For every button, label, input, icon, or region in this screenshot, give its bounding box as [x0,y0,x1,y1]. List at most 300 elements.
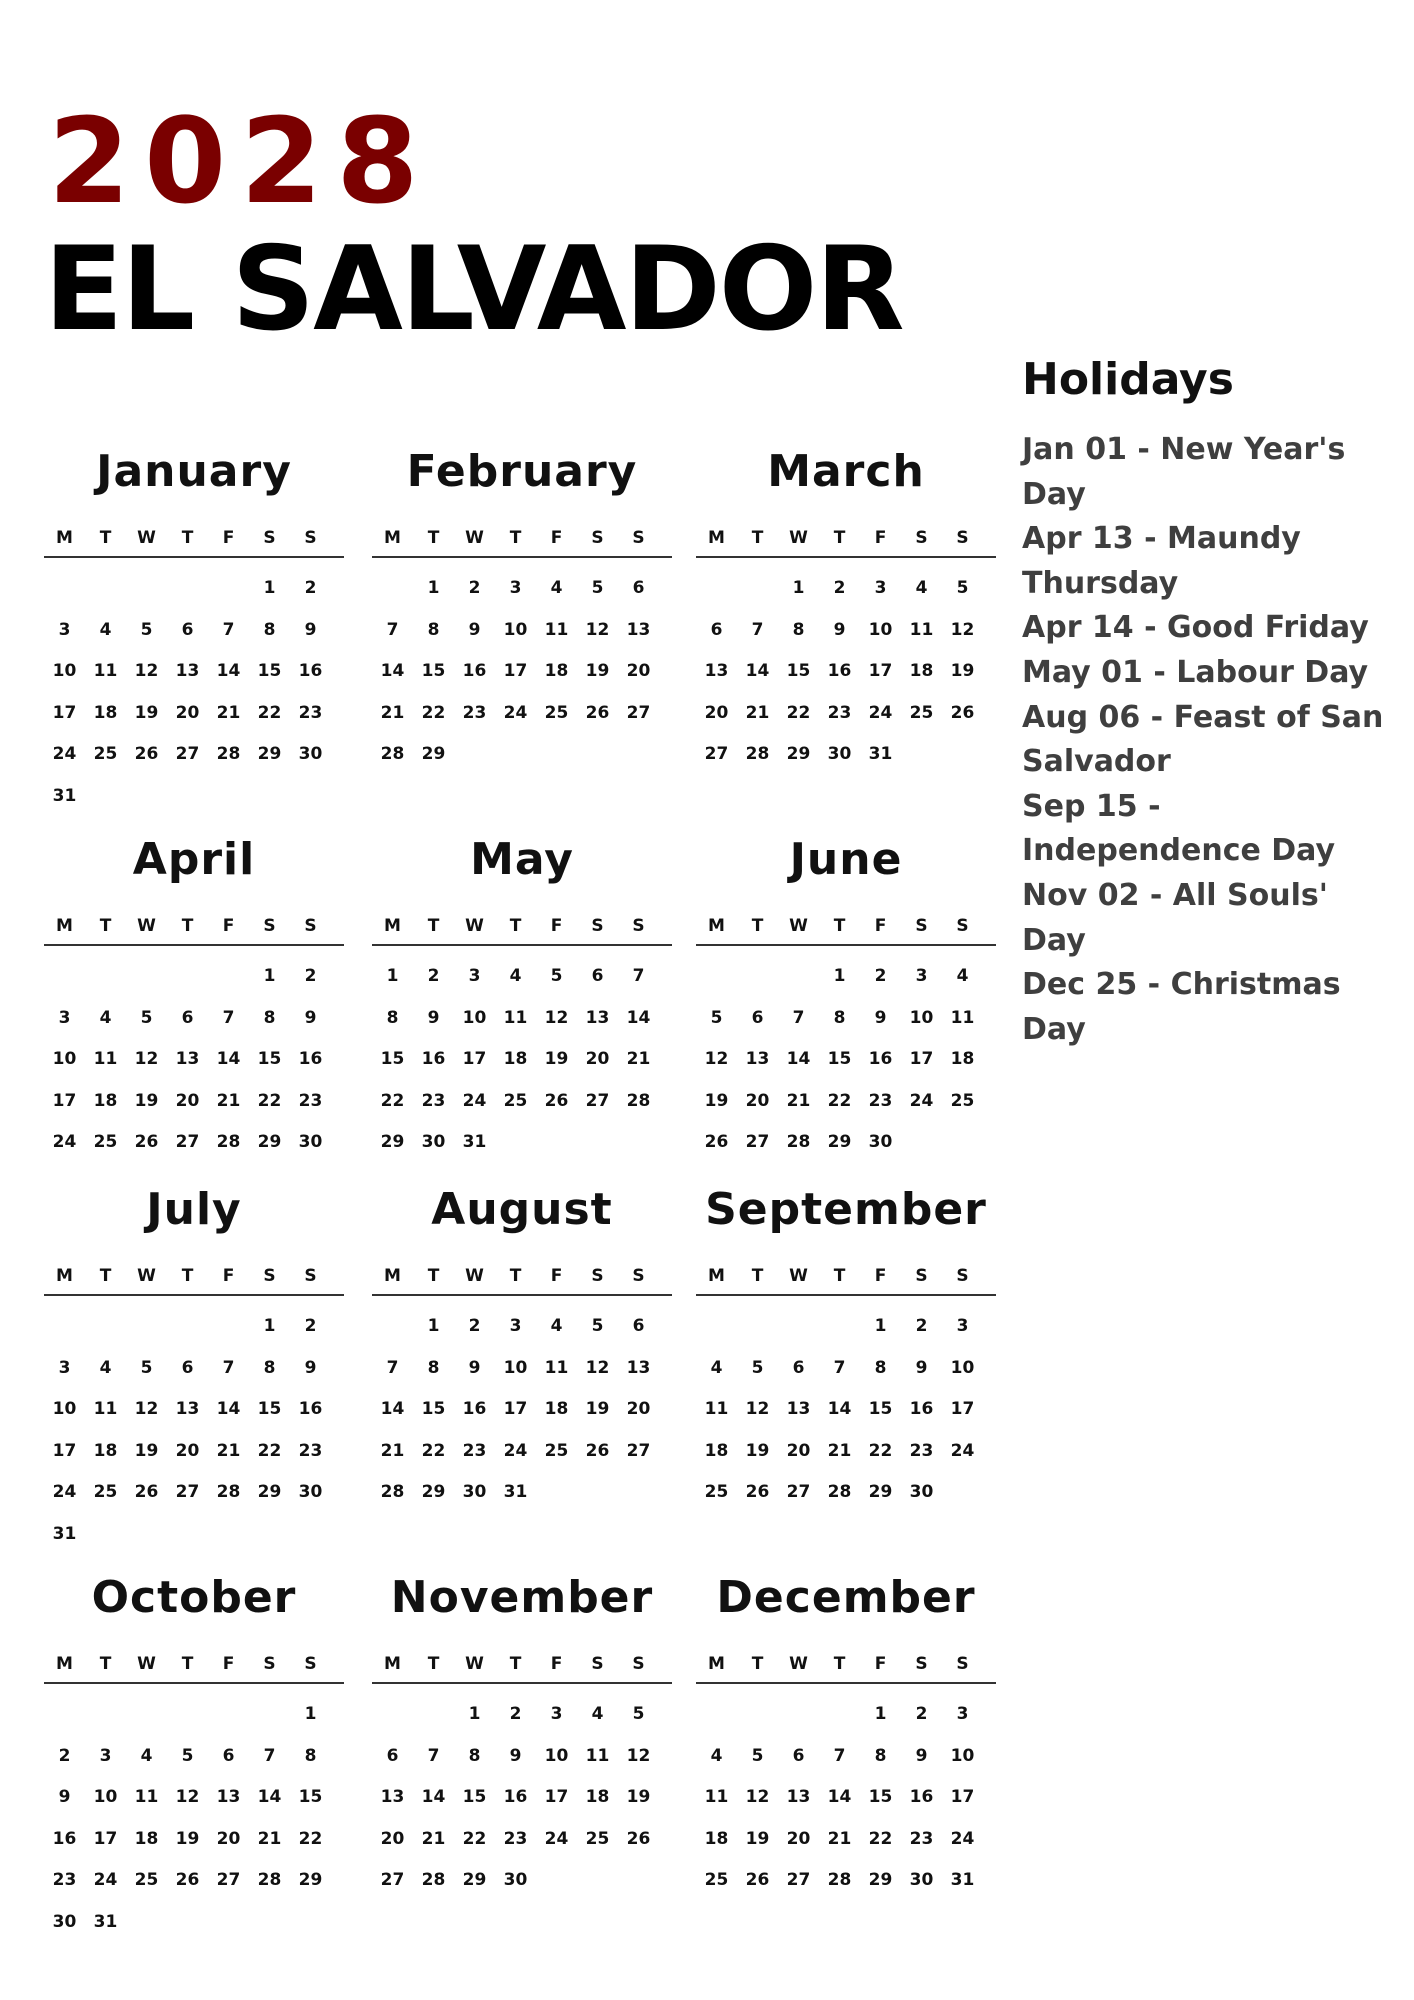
day-cell: 30 [52,1911,77,1932]
day-cell: 21 [827,1440,852,1461]
month-may [372,834,672,1164]
day-cell: 7 [792,1007,805,1028]
day-cell: 23 [298,702,323,723]
day-cell: 28 [380,1482,405,1502]
day-cell: 1 [263,1316,276,1336]
weekday-header [696,1266,996,1296]
month-name: May [470,834,574,885]
day-cell: 27 [626,1440,651,1461]
day-cell: 8 [263,1357,276,1378]
weekday-label: F [222,528,235,548]
day-cell: 2 [304,578,317,598]
weekday-label: T [751,1266,764,1286]
holidays-panel [1022,354,1402,1052]
day-cell: 8 [263,619,276,640]
day-cell: 10 [52,1399,77,1419]
month-name: January [96,446,292,497]
day-cell: 3 [550,1704,563,1724]
day-cell: 31 [950,1870,975,1890]
day-cell: 23 [827,702,852,723]
weekday-label: W [465,1266,484,1286]
day-cell: 29 [421,1482,446,1502]
weekday-label: F [550,1266,563,1286]
day-cell: 22 [298,1828,323,1849]
weekday-header [696,528,996,558]
holiday-item: Jan 01 - New Year's Day [1022,432,1346,512]
day-cell: 26 [134,1482,159,1502]
day-cell: 1 [263,578,276,598]
day-cell: 26 [175,1870,200,1890]
day-cell: 13 [175,1049,200,1069]
day-cell: 17 [544,1787,569,1807]
day-cell: 4 [509,966,522,986]
weekday-label: T [509,1266,522,1286]
day-cell: 4 [710,1745,723,1766]
month-name: March [767,446,925,497]
day-cell: 15 [827,1049,852,1069]
day-cell: 14 [216,661,241,681]
weekday-label: S [915,1654,928,1674]
day-cell: 21 [380,702,405,723]
day-cell: 9 [915,1745,928,1766]
weekday-header [696,1654,996,1684]
day-cell: 23 [909,1828,934,1849]
weekday-label: M [384,1654,401,1674]
day-cell: 16 [909,1399,934,1419]
day-cell: 29 [298,1870,323,1890]
month-name: June [789,834,903,885]
weekday-label: S [956,1654,969,1674]
day-cell: 4 [956,966,969,986]
day-cell: 17 [503,1399,528,1419]
day-cell: 4 [591,1704,604,1724]
weekday-label: T [833,528,846,548]
day-cell: 14 [380,661,405,681]
day-grid [44,956,344,1164]
month-june [696,834,996,1164]
day-cell: 5 [550,966,563,986]
day-cell: 22 [257,1440,282,1461]
day-cell: 29 [827,1132,852,1152]
weekday-label: T [427,916,440,936]
day-cell: 1 [304,1704,317,1724]
day-cell: 23 [52,1870,77,1890]
day-cell: 8 [386,1007,399,1028]
weekday-label: T [509,1654,522,1674]
day-cell: 8 [427,1357,440,1378]
holidays-title: Holidays [1022,354,1234,405]
day-cell: 13 [216,1787,241,1807]
day-cell: 22 [868,1440,893,1461]
weekday-label: M [56,528,73,548]
day-cell: 25 [950,1090,975,1111]
day-cell: 6 [222,1745,235,1766]
day-cell: 13 [380,1787,405,1807]
day-cell: 3 [956,1704,969,1724]
day-cell: 28 [216,1132,241,1152]
day-cell: 11 [544,1357,569,1378]
day-cell: 4 [550,1316,563,1336]
day-cell: 6 [632,578,645,598]
day-cell: 2 [874,966,887,986]
day-cell: 29 [462,1870,487,1890]
day-cell: 19 [745,1828,770,1849]
day-cell: 30 [298,1482,323,1502]
day-cell: 4 [140,1745,153,1766]
day-cell: 27 [786,1482,811,1502]
day-cell: 19 [950,661,975,681]
day-cell: 2 [915,1704,928,1724]
weekday-label: W [789,1266,808,1286]
weekday-label: S [632,1266,645,1286]
weekday-label: F [222,1654,235,1674]
day-cell: 15 [421,1399,446,1419]
day-cell: 21 [745,702,770,723]
weekday-label: F [874,528,887,548]
weekday-label: W [465,1654,484,1674]
day-cell: 17 [462,1049,487,1069]
day-cell: 6 [632,1316,645,1336]
day-cell: 28 [786,1132,811,1152]
day-cell: 23 [909,1440,934,1461]
day-cell: 10 [503,1357,528,1378]
day-cell: 2 [468,578,481,598]
weekday-label: T [833,1654,846,1674]
day-cell: 1 [792,578,805,598]
day-cell: 24 [950,1828,975,1849]
day-cell: 23 [298,1090,323,1111]
day-cell: 13 [626,1357,651,1378]
weekday-label: F [874,1654,887,1674]
weekday-header [44,1266,344,1296]
day-cell: 1 [874,1316,887,1336]
day-cell: 8 [263,1007,276,1028]
day-cell: 3 [915,966,928,986]
day-cell: 1 [427,1316,440,1336]
day-cell: 1 [427,578,440,598]
day-cell: 20 [745,1090,770,1111]
day-cell: 15 [257,1399,282,1419]
day-cell: 2 [915,1316,928,1336]
day-cell: 29 [786,744,811,764]
day-cell: 30 [298,1132,323,1152]
weekday-label: F [222,916,235,936]
holiday-item: Nov 02 - All Souls' Day [1022,877,1328,958]
country-title: EL SALVADOR [44,222,903,357]
day-cell: 24 [52,744,77,764]
weekday-label: T [427,1266,440,1286]
day-cell: 18 [950,1049,975,1069]
month-name: February [406,446,638,497]
day-cell: 25 [134,1870,159,1890]
weekday-label: T [751,1654,764,1674]
weekday-label: S [632,1654,645,1674]
day-cell: 15 [868,1399,893,1419]
day-cell: 15 [257,1049,282,1069]
day-cell: 15 [786,661,811,681]
day-cell: 18 [704,1828,729,1849]
day-cell: 20 [786,1828,811,1849]
day-cell: 9 [58,1787,71,1807]
day-cell: 1 [874,1704,887,1724]
weekday-header [44,528,344,558]
day-cell: 22 [421,1440,446,1461]
day-cell: 22 [462,1828,487,1849]
weekday-header [372,528,672,558]
month-name: April [132,834,256,885]
day-cell: 15 [462,1787,487,1807]
day-cell: 2 [468,1316,481,1336]
weekday-label: S [956,528,969,548]
weekday-label: M [56,916,73,936]
day-cell: 30 [503,1870,528,1890]
month-name: October [91,1572,297,1623]
day-cell: 21 [216,702,241,723]
day-grid [44,568,344,817]
weekday-label: S [956,916,969,936]
weekday-label: W [137,528,156,548]
day-cell: 17 [52,1440,77,1461]
day-cell: 13 [175,1399,200,1419]
weekday-label: T [99,1266,112,1286]
day-cell: 7 [833,1357,846,1378]
day-cell: 22 [257,1090,282,1111]
day-cell: 28 [626,1090,651,1111]
day-cell: 11 [704,1399,729,1419]
weekday-label: T [427,528,440,548]
day-cell: 10 [909,1007,934,1028]
day-cell: 13 [786,1399,811,1419]
weekday-label: S [304,528,317,548]
day-cell: 19 [544,1049,569,1069]
day-cell: 3 [99,1745,112,1766]
day-cell: 27 [175,744,200,764]
month-name: December [716,1572,976,1623]
day-cell: 27 [585,1090,610,1111]
day-cell: 21 [421,1828,446,1849]
day-cell: 16 [298,661,323,681]
day-cell: 11 [134,1787,159,1807]
weekday-label: S [263,916,276,936]
day-cell: 19 [175,1828,200,1849]
day-cell: 29 [380,1132,405,1152]
day-cell: 20 [626,1399,651,1419]
day-cell: 29 [257,1132,282,1152]
day-cell: 18 [93,1090,118,1111]
day-cell: 22 [868,1828,893,1849]
holiday-item: Apr 13 - Maundy Thursday [1022,521,1301,601]
day-cell: 16 [298,1049,323,1069]
day-cell: 6 [181,619,194,640]
day-cell: 8 [304,1745,317,1766]
day-cell: 26 [544,1090,569,1111]
day-cell: 15 [380,1049,405,1069]
day-cell: 17 [950,1787,975,1807]
day-cell: 20 [380,1828,405,1849]
year-title: 2028 [48,92,433,230]
day-cell: 27 [704,744,729,764]
weekday-header [44,916,344,946]
day-cell: 20 [704,702,729,723]
day-cell: 12 [950,619,975,640]
month-november [372,1572,672,1902]
day-cell: 16 [462,1399,487,1419]
day-cell: 11 [503,1007,528,1028]
day-cell: 7 [386,619,399,640]
weekday-label: S [915,528,928,548]
day-cell: 17 [950,1399,975,1419]
day-grid [696,1306,996,1514]
day-cell: 25 [704,1870,729,1890]
day-cell: 12 [585,1357,610,1378]
day-cell: 21 [380,1440,405,1461]
day-cell: 28 [421,1870,446,1890]
day-cell: 19 [585,661,610,681]
day-grid [372,568,672,776]
weekday-label: T [751,528,764,548]
weekday-label: S [304,1654,317,1674]
day-cell: 23 [298,1440,323,1461]
weekday-label: M [384,528,401,548]
holiday-item: Sep 15 - Independence Day [1022,788,1336,869]
weekday-label: T [181,1266,194,1286]
day-cell: 31 [93,1911,118,1932]
day-cell: 20 [626,661,651,681]
weekday-label: S [632,916,645,936]
day-cell: 14 [380,1399,405,1419]
day-cell: 9 [427,1007,440,1028]
day-cell: 3 [58,1357,71,1378]
day-cell: 18 [909,661,934,681]
day-cell: 6 [710,619,723,640]
day-cell: 26 [585,1440,610,1461]
day-cell: 5 [140,619,153,640]
weekday-label: S [263,1266,276,1286]
day-cell: 12 [626,1745,651,1766]
day-cell: 18 [544,1399,569,1419]
day-cell: 6 [751,1007,764,1028]
day-cell: 16 [462,661,487,681]
day-cell: 9 [915,1357,928,1378]
weekday-label: M [708,528,725,548]
day-cell: 26 [950,702,975,723]
weekday-label: M [708,916,725,936]
weekday-header [696,916,996,946]
day-cell: 12 [745,1399,770,1419]
day-cell: 6 [181,1007,194,1028]
day-cell: 18 [544,661,569,681]
day-cell: 13 [786,1787,811,1807]
day-cell: 27 [175,1482,200,1502]
day-cell: 18 [134,1828,159,1849]
weekday-label: M [384,916,401,936]
day-cell: 1 [468,1704,481,1724]
day-cell: 10 [950,1745,975,1766]
weekday-label: M [708,1654,725,1674]
day-cell: 15 [868,1787,893,1807]
day-cell: 31 [462,1132,487,1152]
day-cell: 14 [257,1787,282,1807]
weekday-label: S [591,528,604,548]
day-cell: 28 [827,1870,852,1890]
day-cell: 4 [710,1357,723,1378]
day-cell: 5 [591,578,604,598]
day-grid [372,956,672,1164]
day-cell: 6 [792,1745,805,1766]
day-cell: 8 [874,1745,887,1766]
day-cell: 30 [298,744,323,764]
day-cell: 7 [632,966,645,986]
day-cell: 13 [704,661,729,681]
day-cell: 21 [827,1828,852,1849]
day-cell: 14 [827,1787,852,1807]
day-cell: 14 [626,1007,651,1028]
day-cell: 19 [134,1440,159,1461]
day-cell: 7 [751,619,764,640]
day-cell: 3 [509,1316,522,1336]
day-cell: 14 [827,1399,852,1419]
day-cell: 30 [909,1870,934,1890]
day-cell: 27 [786,1870,811,1890]
day-cell: 20 [175,1440,200,1461]
weekday-header [44,1654,344,1684]
day-cell: 17 [868,661,893,681]
day-cell: 29 [257,744,282,764]
day-cell: 9 [468,619,481,640]
day-cell: 13 [585,1007,610,1028]
weekday-label: S [591,1266,604,1286]
weekday-label: W [789,1654,808,1674]
day-cell: 16 [827,661,852,681]
day-cell: 4 [915,578,928,598]
weekday-label: W [137,1654,156,1674]
day-cell: 30 [868,1132,893,1152]
month-july [44,1184,344,1555]
month-name: July [146,1184,242,1235]
day-cell: 12 [745,1787,770,1807]
day-cell: 14 [216,1049,241,1069]
day-cell: 7 [263,1745,276,1766]
holiday-item: May 01 - Labour Day [1022,654,1369,690]
weekday-label: W [137,916,156,936]
month-april [44,834,344,1164]
day-cell: 28 [216,1482,241,1502]
day-cell: 19 [134,702,159,723]
day-cell: 21 [257,1828,282,1849]
day-cell: 6 [591,966,604,986]
day-cell: 15 [421,661,446,681]
day-cell: 28 [827,1482,852,1502]
weekday-label: S [632,528,645,548]
weekday-label: T [99,1654,112,1674]
day-cell: 25 [503,1090,528,1111]
month-january [44,446,344,817]
day-cell: 5 [140,1357,153,1378]
day-cell: 9 [833,619,846,640]
day-cell: 25 [585,1828,610,1849]
month-name: September [705,1184,987,1235]
day-cell: 10 [462,1007,487,1028]
day-cell: 7 [222,1007,235,1028]
weekday-label: W [465,916,484,936]
day-cell: 7 [427,1745,440,1766]
weekday-label: T [99,528,112,548]
day-cell: 26 [704,1132,729,1152]
month-name: November [390,1572,654,1623]
day-cell: 16 [868,1049,893,1069]
day-cell: 30 [421,1132,446,1152]
day-cell: 18 [93,1440,118,1461]
